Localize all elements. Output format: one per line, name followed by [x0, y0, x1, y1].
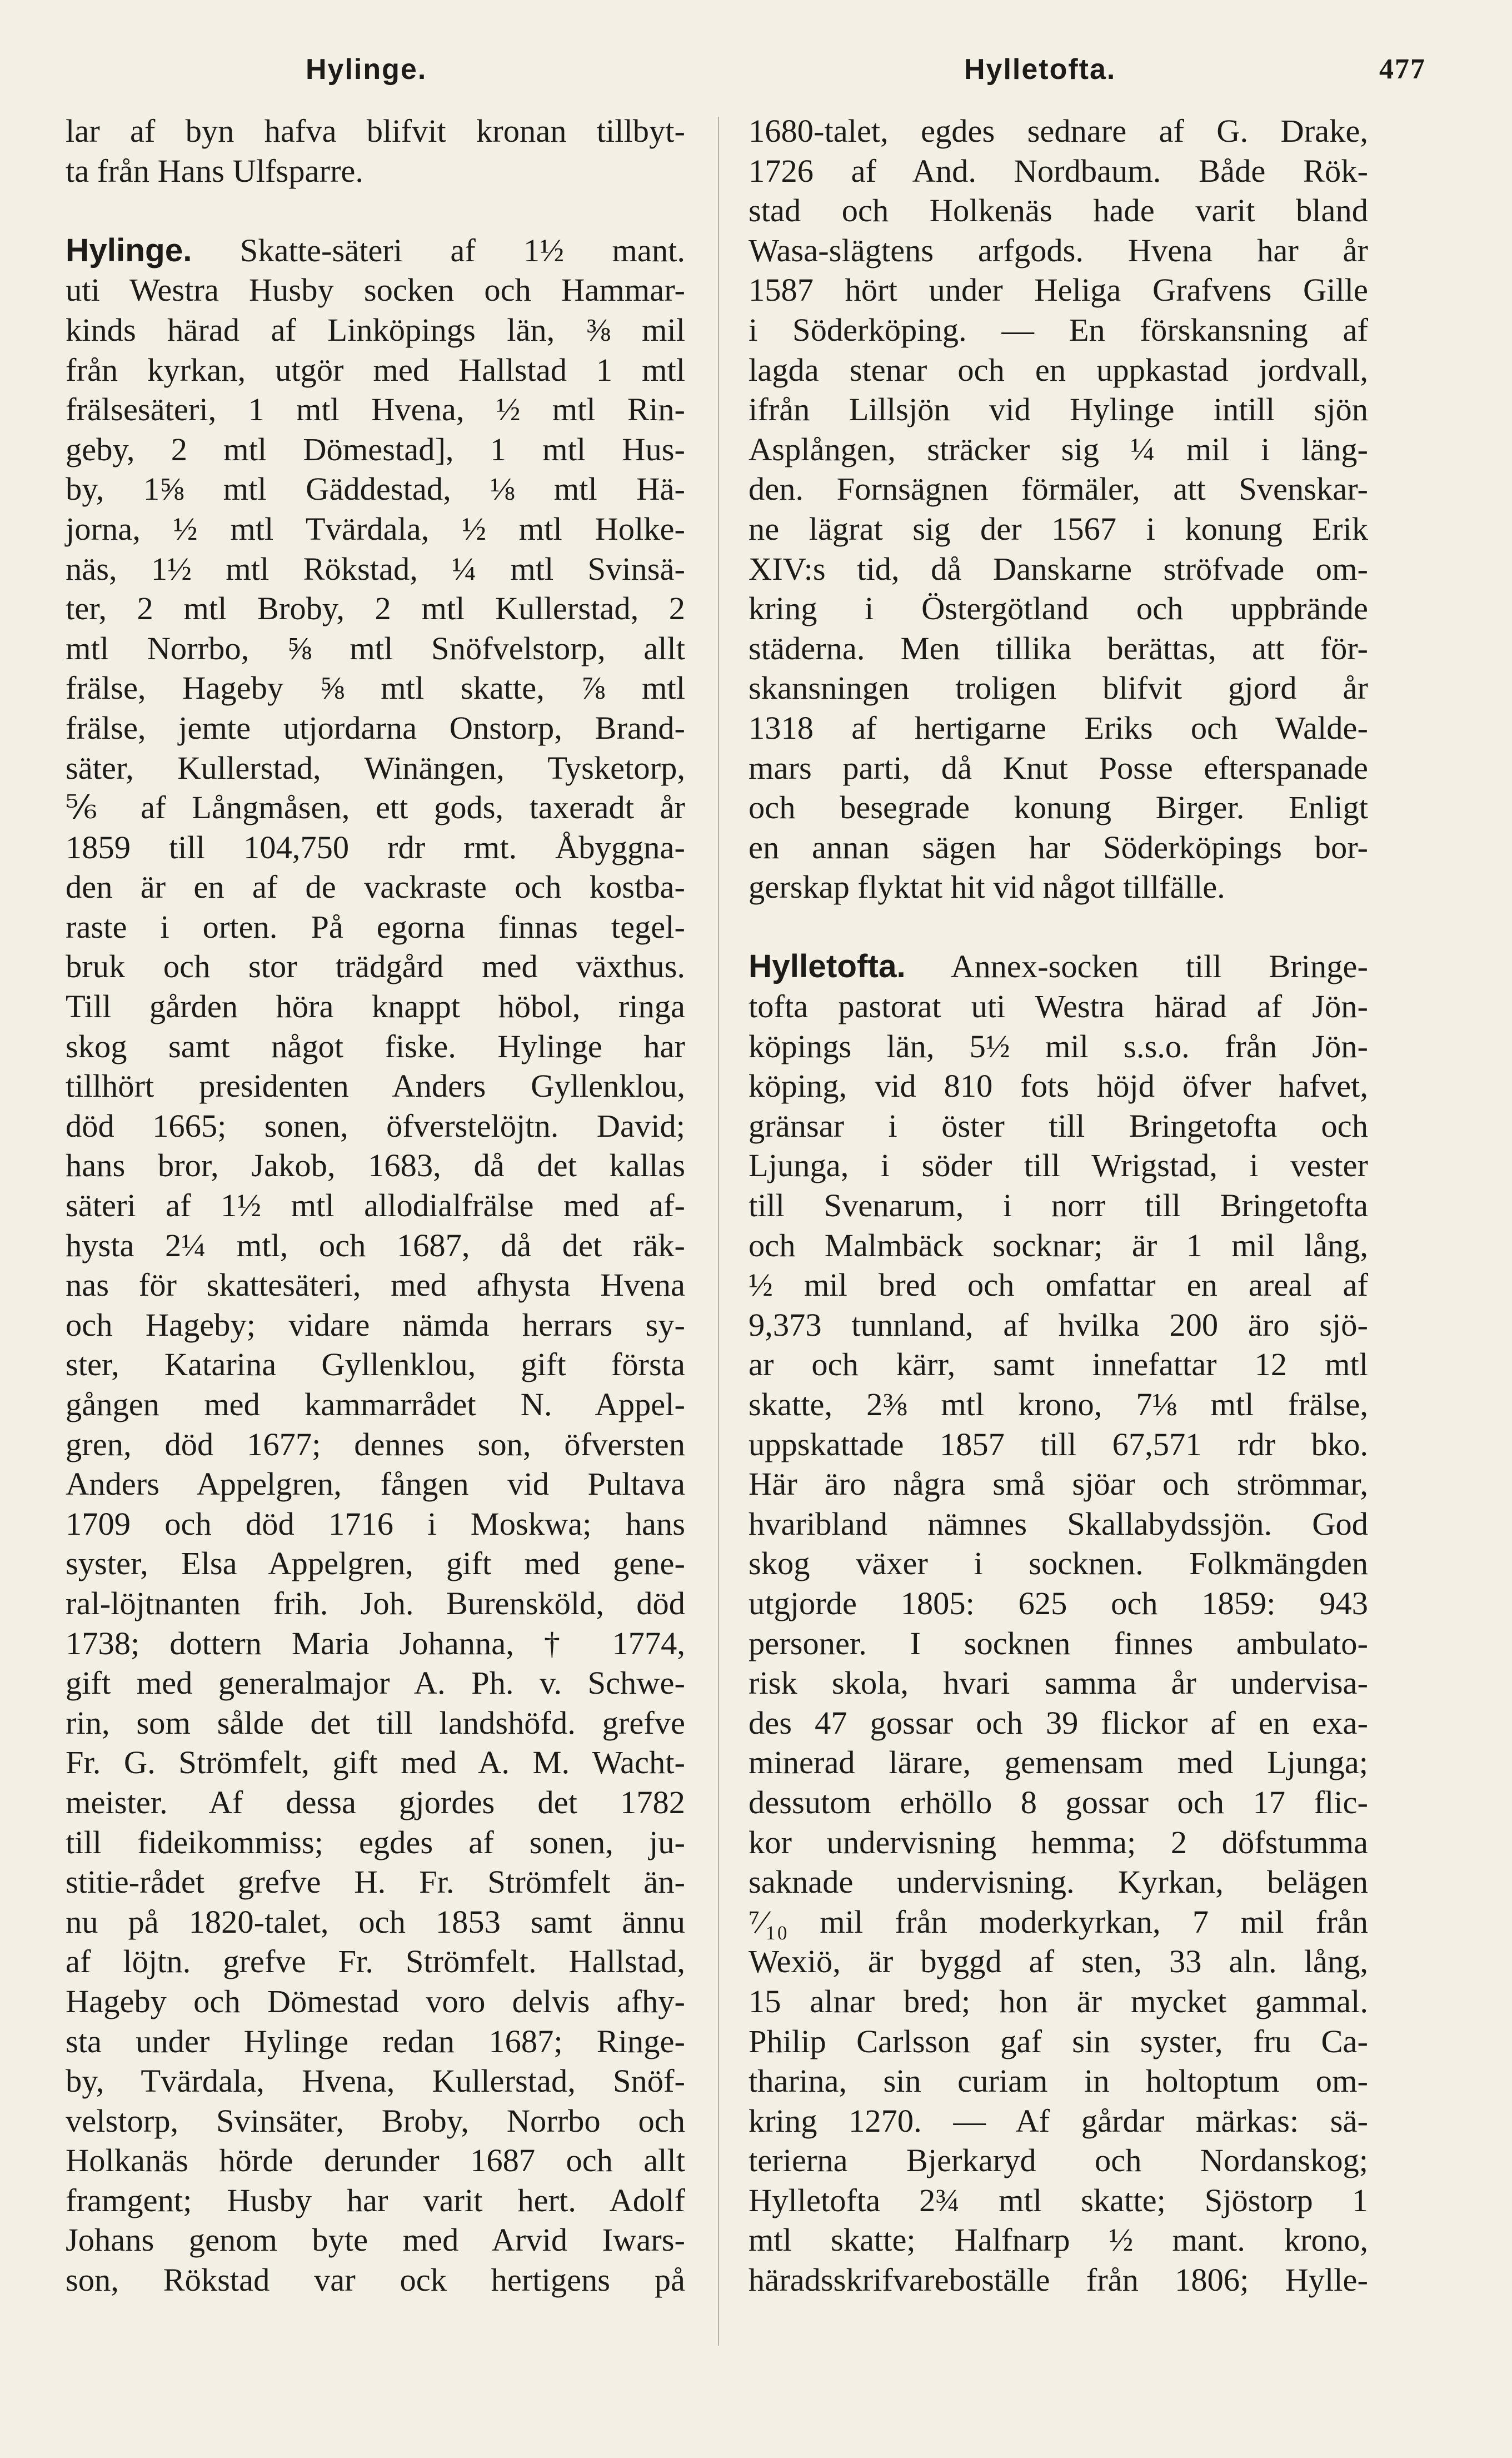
text-line	[748, 509, 1368, 549]
line-text: till Svenarum, i norr till Bringetofta	[748, 1187, 1368, 1224]
text-line	[66, 1305, 685, 1345]
column-divider	[718, 117, 719, 2346]
text-line	[66, 430, 685, 470]
text-line	[66, 708, 685, 748]
line-text: Här äro några små sjöar och strömmar,	[748, 1466, 1368, 1502]
line-text: lagda stenar och en uppkastad jordvall,	[748, 351, 1368, 388]
text-line	[748, 1106, 1368, 1146]
line-text: säter, Kullerstad, Winängen, Tysketorp,	[66, 749, 685, 786]
text-line	[66, 1783, 685, 1823]
text-line	[748, 1902, 1368, 1942]
line-text: minerad lärare, gemensam med Ljunga;	[748, 1744, 1368, 1781]
line-text: hans bror, Jakob, 1683, då det kallas	[66, 1147, 685, 1184]
text-line	[748, 111, 1368, 151]
line-text: 1680-talet, egdes sednare af G. Drake,	[748, 113, 1368, 149]
text-line	[66, 1146, 685, 1186]
line-text: och besegrade konung Birger. Enligt	[748, 789, 1368, 826]
text-line	[748, 1862, 1368, 1902]
text-line	[748, 1743, 1368, 1783]
text-line	[748, 1186, 1368, 1226]
line-text: näs, 1½ mtl Rökstad, ¼ mtl Svinsä-	[66, 550, 685, 587]
text-line	[748, 1663, 1368, 1703]
text-line	[748, 2220, 1368, 2260]
line-text: Wasa-slägtens arfgods. Hvena har år	[748, 232, 1368, 268]
line-text: ster, Katarina Gyllenklou, gift första	[66, 1346, 685, 1383]
text-line	[66, 1186, 685, 1226]
text-line	[66, 1464, 685, 1504]
line-text: hvaribland nämnes Skallabydssjön. God	[748, 1505, 1368, 1542]
line-text: den. Fornsägnen förmäler, att Svenskar-	[748, 471, 1368, 507]
text-line	[748, 1942, 1368, 1982]
running-head	[67, 53, 1445, 97]
text-line	[66, 2061, 685, 2101]
text-line	[748, 469, 1368, 509]
paragraph-gap	[748, 907, 1368, 947]
line-text: utgjorde 1805: 625 och 1859: 943	[748, 1585, 1368, 1621]
line-text: Wexiö, är byggd af sten, 33 aln. lång,	[748, 1943, 1368, 1980]
text-line	[66, 907, 685, 947]
line-text: Anders Appelgren, fången vid Pultava	[66, 1466, 685, 1502]
text-line	[66, 947, 685, 987]
text-line	[748, 828, 1368, 868]
line-text: ½ mil bred och omfattar en areal af	[748, 1267, 1368, 1303]
text-line	[66, 867, 685, 907]
line-text: en annan sägen har Söderköpings bor-	[748, 829, 1368, 865]
line-text: by, Tvärdala, Hvena, Kullerstad, Snöf-	[66, 2063, 685, 2099]
line-text: kinds härad af Linköpings län, ⅜ mil	[66, 311, 685, 348]
line-text: gren, död 1677; dennes son, öfversten	[66, 1426, 685, 1462]
text-line	[66, 2141, 685, 2181]
text-line	[748, 1066, 1368, 1106]
line-text: 1318 af hertigarne Eriks och Walde-	[748, 709, 1368, 746]
line-text: köping, vid 810 fots höjd öfver hafvet,	[748, 1068, 1368, 1104]
line-text: stad och Holkenäs hade varit bland	[748, 192, 1368, 229]
text-line	[66, 1226, 685, 1266]
line-text: skog växer i socknen. Folkmängden	[748, 1545, 1368, 1582]
text-line	[748, 1425, 1368, 1465]
line-text: säteri af 1½ mtl allodialfrälse med af-	[66, 1187, 685, 1224]
line-text: saknade undervisning. Kyrkan, belägen	[748, 1864, 1368, 1900]
line-text: gerskap flyktat hit vid något tillfälle.	[748, 869, 1225, 905]
text-line	[66, 1504, 685, 1544]
text-line	[66, 1027, 685, 1067]
entry-title: Hylinge.	[66, 232, 192, 268]
text-line	[66, 1265, 685, 1305]
line-text: den är en af de vackraste och kostba-	[66, 869, 685, 905]
right-column	[748, 111, 1368, 2300]
line-text: sta under Hylinge redan 1687; Ringe-	[66, 2023, 685, 2059]
text-line	[748, 430, 1368, 470]
line-text: stitie-rådet grefve H. Fr. Strömfelt än-	[66, 1864, 685, 1900]
line-text: mars parti, då Knut Posse efterspanade	[748, 749, 1368, 786]
text-line	[748, 1464, 1368, 1504]
text-line	[66, 1862, 685, 1902]
text-line	[748, 1385, 1368, 1425]
line-text: och Malmbäck socknar; är 1 mil lång,	[748, 1227, 1368, 1263]
line-text: 1726 af And. Nordbaum. Både Rök-	[748, 152, 1368, 189]
text-line	[66, 270, 685, 310]
line-text: af löjtn. grefve Fr. Strömfelt. Hallstad,	[66, 1943, 685, 1980]
text-line	[66, 1902, 685, 1942]
line-text: Annex-socken till Bringe-	[905, 948, 1368, 985]
text-line	[748, 708, 1368, 748]
line-text: 1859 till 104,750 rdr rmt. Åbyggna-	[66, 829, 685, 865]
text-line	[748, 1504, 1368, 1544]
line-text: och Hageby; vidare nämda herrars sy-	[66, 1306, 685, 1343]
text-line	[748, 1146, 1368, 1186]
text-line	[66, 2181, 685, 2221]
header-left: Hylinge.	[306, 53, 427, 86]
line-text: ral-löjtnanten frih. Joh. Burensköld, död	[66, 1585, 685, 1621]
text-line	[66, 748, 685, 788]
line-text: jorna, ½ mtl Tvärdala, ½ mtl Holke-	[66, 510, 685, 547]
text-line	[66, 1703, 685, 1743]
text-line	[748, 1703, 1368, 1743]
line-text: Hylletofta 2¾ mtl skatte; Sjöstorp 1	[748, 2182, 1368, 2218]
line-text: Hageby och Dömestad voro delvis afhy-	[66, 1983, 685, 2019]
line-text: ta från Hans Ulfsparre.	[66, 152, 364, 189]
line-text: uti Westra Husby socken och Hammar-	[66, 272, 685, 309]
text-line	[66, 1624, 685, 1664]
text-line	[66, 1982, 685, 2022]
line-text: kring 1270. — Af gårdar märkas: sä-	[748, 2102, 1368, 2139]
text-line	[66, 1584, 685, 1624]
text-line	[66, 469, 685, 509]
line-text: gift med generalmajor A. Ph. v. Schwe-	[66, 1665, 685, 1701]
text-line	[66, 2260, 685, 2300]
line-text: mtl Norrbo, ⅝ mtl Snöfvelstorp, allt	[66, 630, 685, 666]
text-line	[748, 549, 1368, 589]
line-text: död 1665; sonen, öfverstelöjtn. David;	[66, 1107, 685, 1144]
text-line	[748, 589, 1368, 629]
text-line	[748, 1584, 1368, 1624]
text-line	[748, 390, 1368, 430]
text-line	[66, 549, 685, 589]
line-text: gången med kammarrådet N. Appel-	[66, 1386, 685, 1422]
text-line	[748, 310, 1368, 350]
line-text: 1709 och död 1716 i Moskwa; hans	[66, 1505, 685, 1542]
text-line	[66, 589, 685, 629]
line-text: frälse, jemte utjordarna Onstorp, Brand-	[66, 709, 685, 746]
text-line	[748, 2022, 1368, 2062]
text-line	[748, 668, 1368, 708]
text-line	[748, 2260, 1368, 2300]
text-line	[748, 1982, 1368, 2022]
text-line	[748, 748, 1368, 788]
text-line	[66, 111, 685, 151]
line-text: 1587 hört under Heliga Grafvens Gille	[748, 272, 1368, 309]
line-text: 9,373 tunnland, af hvilka 200 äro sjö-	[748, 1306, 1368, 1343]
text-line	[748, 2181, 1368, 2221]
text-line	[748, 1544, 1368, 1584]
left-column	[66, 111, 685, 2300]
text-line	[66, 668, 685, 708]
text-line	[66, 1066, 685, 1106]
line-text: ar och kärr, samt innefattar 12 mtl	[748, 1346, 1368, 1383]
line-text: syster, Elsa Appelgren, gift med gene-	[66, 1545, 685, 1582]
text-line	[66, 151, 685, 191]
line-text: skansningen troligen blifvit gjord år	[748, 670, 1368, 706]
text-line	[66, 310, 685, 350]
line-text: från kyrkan, utgör med Hallstad 1 mtl	[66, 351, 685, 388]
line-text: tofta pastorat uti Westra härad af Jön-	[748, 988, 1368, 1025]
line-text: Ljunga, i söder till Wrigstad, i vester	[748, 1147, 1368, 1184]
line-text: framgent; Husby har varit hert. Adolf	[66, 2182, 685, 2218]
line-text: städerna. Men tillika berättas, att för-	[748, 630, 1368, 666]
text-line	[66, 1743, 685, 1783]
text-line	[748, 987, 1368, 1027]
entry-title: Hylletofta.	[748, 948, 906, 985]
line-text: gränsar i öster till Bringetofta och	[748, 1107, 1368, 1144]
paragraph-gap	[66, 191, 685, 231]
line-text: XIV:s tid, då Danskarne ströfvade om-	[748, 550, 1368, 587]
line-text: by, 1⅝ mtl Gäddestad, ⅛ mtl Hä-	[66, 471, 685, 507]
text-line	[66, 828, 685, 868]
text-line	[66, 1544, 685, 1584]
text-line	[748, 2101, 1368, 2141]
line-text: geby, 2 mtl Dömestad], 1 mtl Hus-	[66, 431, 685, 467]
text-line	[748, 151, 1368, 191]
text-line	[66, 2022, 685, 2062]
line-text: ne lägrat sig der 1567 i konung Erik	[748, 510, 1368, 547]
line-text: ter, 2 mtl Broby, 2 mtl Kullerstad, 2	[66, 590, 685, 627]
line-text: Till gården höra knappt höbol, ringa	[66, 988, 685, 1025]
text-line	[748, 1265, 1368, 1305]
line-text: Skatte-säteri af 1½ mant.	[192, 232, 685, 268]
text-line	[66, 390, 685, 430]
line-text: tillhört presidenten Anders Gyllenklou,	[66, 1068, 685, 1104]
line-text: 15 alnar bred; hon är mycket gammal.	[748, 1983, 1368, 2019]
line-text: kor undervisning hemma; 2 döfstumma	[748, 1824, 1368, 1860]
text-line	[66, 987, 685, 1027]
text-line	[66, 2220, 685, 2260]
line-text: meister. Af dessa gjordes det 1782	[66, 1784, 685, 1820]
line-text: risk skola, hvari samma år undervisa-	[748, 1665, 1368, 1701]
text-line	[748, 2141, 1368, 2181]
line-text: köpings län, 5½ mil s.s.o. från Jön-	[748, 1028, 1368, 1064]
line-text: nas för skattesäteri, med afhysta Hvena	[66, 1267, 685, 1303]
line-text: ifrån Lillsjön vid Hylinge intill sjön	[748, 391, 1368, 428]
text-line	[748, 1783, 1368, 1823]
header-center: Hylletofta.	[964, 53, 1116, 86]
line-text: ⁷⁄₁₀ mil från moderkyrkan, 7 mil från	[748, 1903, 1368, 1940]
line-text: skog samt något fiske. Hylinge har	[66, 1028, 685, 1064]
line-text: uppskattade 1857 till 67,571 rdr bko.	[748, 1426, 1368, 1462]
text-line	[66, 1345, 685, 1385]
text-line	[66, 1106, 685, 1146]
text-line	[748, 629, 1368, 669]
line-text: kring i Östergötland och uppbrände	[748, 590, 1368, 627]
line-text: frälse, Hageby ⅝ mtl skatte, ⅞ mtl	[66, 670, 685, 706]
text-line	[748, 788, 1368, 828]
line-text: skatte, 2⅜ mtl krono, 7⅛ mtl frälse,	[748, 1386, 1368, 1422]
line-text: terierna Bjerkaryd och Nordanskog;	[748, 2142, 1368, 2179]
text-line	[66, 1823, 685, 1863]
text-line	[748, 270, 1368, 310]
text-line	[66, 1425, 685, 1465]
text-line	[748, 1624, 1368, 1664]
line-text: Philip Carlsson gaf sin syster, fru Ca-	[748, 2023, 1368, 2059]
line-text: mtl skatte; Halfnarp ½ mant. krono,	[748, 2222, 1368, 2258]
text-line	[748, 2061, 1368, 2101]
line-text: lar af byn hafva blifvit kronan tillbyt-	[66, 113, 685, 149]
text-line	[748, 1226, 1368, 1266]
text-line	[66, 2101, 685, 2141]
line-text: hysta 2¼ mtl, och 1687, då det räk-	[66, 1227, 685, 1263]
line-text: personer. I socknen finnes ambulato-	[748, 1625, 1368, 1661]
text-line	[748, 867, 1368, 907]
line-text: des 47 gossar och 39 flickor af en exa-	[748, 1704, 1368, 1741]
line-text: raste i orten. På egorna finnas tegel-	[66, 908, 685, 945]
line-text: 1738; dottern Maria Johanna, † 1774,	[66, 1625, 685, 1661]
line-text: Fr. G. Strömfelt, gift med A. M. Wacht-	[66, 1744, 685, 1781]
text-line	[66, 1663, 685, 1703]
line-text: son, Rökstad var ock hertigens på	[66, 2262, 685, 2298]
text-line	[748, 1027, 1368, 1067]
line-text: ⅚ af Långmåsen, ett gods, taxeradt år	[66, 789, 685, 826]
line-text: nu på 1820-talet, och 1853 samt ännu	[66, 1903, 685, 1940]
text-line	[66, 350, 685, 390]
text-line	[748, 191, 1368, 231]
text-line	[66, 231, 685, 271]
line-text: rin, som sålde det till landshöfd. grefve	[66, 1704, 685, 1741]
line-text: till fideikommiss; egdes af sonen, ju-	[66, 1824, 685, 1860]
line-text: tharina, sin curiam in holtoptum om-	[748, 2063, 1368, 2099]
line-text: velstorp, Svinsäter, Broby, Norrbo och	[66, 2102, 685, 2139]
line-text: häradsskrifvareboställe från 1806; Hylle-	[748, 2262, 1368, 2298]
text-line	[748, 1305, 1368, 1345]
line-text: Asplången, sträcker sig ¼ mil i läng-	[748, 431, 1368, 467]
text-line	[66, 1942, 685, 1982]
text-line	[748, 947, 1368, 987]
line-text: Johans genom byte med Arvid Iwars-	[66, 2222, 685, 2258]
text-line	[748, 231, 1368, 271]
line-text: frälsesäteri, 1 mtl Hvena, ½ mtl Rin-	[66, 391, 685, 428]
text-line	[748, 350, 1368, 390]
line-text: i Söderköping. — En förskansning af	[748, 311, 1368, 348]
page-number: 477	[1379, 53, 1426, 85]
text-line	[66, 788, 685, 828]
text-line	[748, 1345, 1368, 1385]
text-line	[66, 509, 685, 549]
line-text: bruk och stor trädgård med växthus.	[66, 948, 685, 985]
text-line	[748, 1823, 1368, 1863]
line-text: dessutom erhöllo 8 gossar och 17 flic-	[748, 1784, 1368, 1820]
text-line	[66, 629, 685, 669]
text-line	[66, 1385, 685, 1425]
line-text: Holkanäs hörde derunder 1687 och allt	[66, 2142, 685, 2179]
